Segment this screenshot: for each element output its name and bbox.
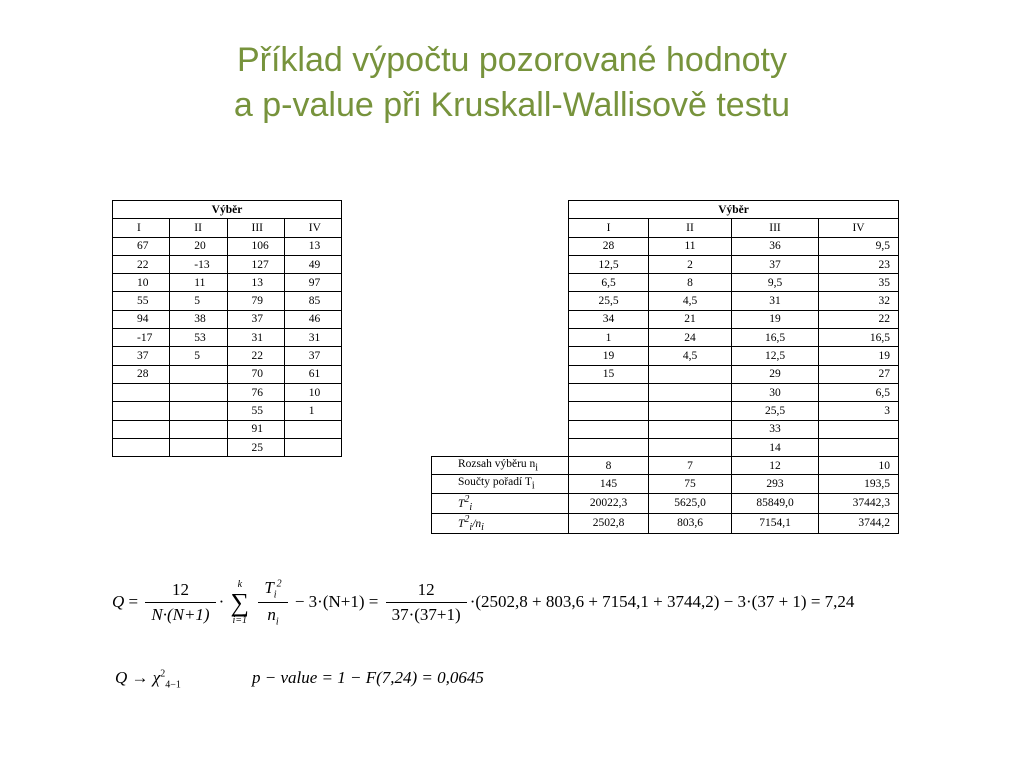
table-cell (569, 420, 649, 438)
summary-cell: 803,6 (649, 513, 732, 533)
table-cell: 12,5 (732, 347, 819, 365)
table-cell: 15 (569, 365, 649, 383)
summary-cell: 75 (649, 475, 732, 493)
table-cell: 10 (284, 383, 341, 401)
table-cell: 106 (227, 237, 284, 255)
table-row (113, 310, 342, 328)
column-header: IV (284, 219, 341, 237)
summary-cell: 293 (732, 475, 819, 493)
summary-label: $T^2_i$ (432, 493, 569, 513)
table-cell: 55 (113, 292, 170, 310)
formula-chi: $Q \to \chi^2_{4-1}$ (115, 668, 181, 691)
table-row (113, 402, 342, 420)
table-cell: 38 (170, 310, 227, 328)
table-cell: 55 (227, 402, 284, 420)
table-row (432, 237, 899, 255)
table-cell (649, 402, 732, 420)
table-cell (649, 383, 732, 401)
table-cell: 25,5 (569, 292, 649, 310)
table-cell: 28 (569, 237, 649, 255)
table-row (432, 329, 899, 347)
table-row (432, 383, 899, 401)
table-row (432, 255, 899, 273)
column-header: I (113, 219, 170, 237)
table-cell (819, 420, 899, 438)
title-line-1: Příklad výpočtu pozorované hodnoty (236, 41, 787, 79)
summary-cell: 12 (732, 457, 819, 475)
table-cell (819, 438, 899, 456)
table-cell: 27 (819, 365, 899, 383)
table-cell (113, 420, 170, 438)
table-row (432, 274, 899, 292)
table-row (432, 310, 899, 328)
table-cell: 19 (569, 347, 649, 365)
table-cell (170, 365, 227, 383)
table-cell: 94 (113, 310, 170, 328)
table-cell: 37 (732, 255, 819, 273)
table-cell: 67 (113, 237, 170, 255)
table-header: Výběr (569, 201, 899, 219)
table-row (113, 292, 342, 310)
table-cell: 12,5 (569, 255, 649, 273)
table-cell: 36 (732, 237, 819, 255)
table-cell (649, 365, 732, 383)
table-row (113, 365, 342, 383)
table-cell (284, 438, 341, 456)
table-row (113, 438, 342, 456)
table-cell: 9,5 (819, 237, 899, 255)
table-cell (113, 438, 170, 456)
table-cell: 91 (227, 420, 284, 438)
table-cell: 30 (732, 383, 819, 401)
table-cell: 31 (284, 329, 341, 347)
table-cell (284, 420, 341, 438)
table-row (432, 438, 899, 456)
table-cell: -17 (113, 329, 170, 347)
table-row (432, 402, 899, 420)
summary-cell: 20022,3 (569, 493, 649, 513)
rank-table (431, 200, 899, 534)
summary-row (432, 513, 899, 533)
formula-q: Q = $\frac{12}{N\cdot(N+1)}$ · k ∑ i=1 $\frac{T_i^2}{n_i}$ − 3·(N+1) = $\frac{12}{37\cdot(37+1)}$ ·(2502,8 + 803,6 + 7154,1 + 3744,2) − 3·(37 + 1) = 7,24 (112, 578, 855, 628)
table-cell (170, 402, 227, 420)
table-cell: 11 (170, 274, 227, 292)
table-cell: 85 (284, 292, 341, 310)
table-cell: 24 (649, 329, 732, 347)
table-cell: 25 (227, 438, 284, 456)
column-header: III (227, 219, 284, 237)
summary-cell: 85849,0 (732, 493, 819, 513)
table-cell: 53 (170, 329, 227, 347)
table-cell: 21 (649, 310, 732, 328)
table-cell: -13 (170, 255, 227, 273)
table-cell: 70 (227, 365, 284, 383)
summary-cell: 10 (819, 457, 899, 475)
table-cell: 19 (732, 310, 819, 328)
table-cell (113, 402, 170, 420)
table-cell: 33 (732, 420, 819, 438)
table-row (432, 347, 899, 365)
table-cell: 22 (819, 310, 899, 328)
summary-cell: 193,5 (819, 475, 899, 493)
summary-label: Součty pořadí $T_i$ (432, 475, 569, 493)
table-cell (649, 438, 732, 456)
column-header: III (732, 219, 819, 237)
fraction-left: $\frac{12}{N\cdot(N+1)}$ (145, 580, 215, 625)
table-cell: 79 (227, 292, 284, 310)
table-cell: 13 (284, 237, 341, 255)
table-row (113, 420, 342, 438)
table-cell: 20 (170, 237, 227, 255)
table-cell (170, 420, 227, 438)
table-row (432, 365, 899, 383)
table-cell: 76 (227, 383, 284, 401)
table-cell: 31 (227, 329, 284, 347)
summary-cell: 7154,1 (732, 513, 819, 533)
summary-label: Rozsah výběru $n_i$ (432, 457, 569, 475)
table-cell: 9,5 (732, 274, 819, 292)
table-cell: 22 (113, 255, 170, 273)
table-row (113, 274, 342, 292)
table-row (113, 255, 342, 273)
column-header: II (170, 219, 227, 237)
title-line-2: a p-value při Kruskall-Wallisově testu (233, 86, 791, 124)
table-cell (569, 402, 649, 420)
summary-row (432, 475, 899, 493)
table-cell (569, 438, 649, 456)
table-cell: 49 (284, 255, 341, 273)
table-cell: 14 (732, 438, 819, 456)
table-cell: 13 (227, 274, 284, 292)
table-cell: 5 (170, 347, 227, 365)
table-row (113, 383, 342, 401)
table-cell (170, 438, 227, 456)
table-cell: 6,5 (569, 274, 649, 292)
table-cell: 46 (284, 310, 341, 328)
table-cell: 6,5 (819, 383, 899, 401)
table-cell (569, 383, 649, 401)
table-cell: 25,5 (732, 402, 819, 420)
table-cell: 10 (113, 274, 170, 292)
summary-cell: 145 (569, 475, 649, 493)
summary-cell: 7 (649, 457, 732, 475)
table-cell: 31 (732, 292, 819, 310)
column-header: IV (819, 219, 899, 237)
table-cell: 1 (569, 329, 649, 347)
table-cell: 127 (227, 255, 284, 273)
table-cell: 4,5 (649, 292, 732, 310)
table-cell: 61 (284, 365, 341, 383)
table-header: Výběr (113, 201, 342, 219)
table-cell: 5 (170, 292, 227, 310)
table-cell: 4,5 (649, 347, 732, 365)
summary-cell: 3744,2 (819, 513, 899, 533)
slide-title (0, 38, 1024, 128)
table-cell: 2 (649, 255, 732, 273)
fraction-ti-ni: $\frac{T_i^2}{n_i}$ (258, 578, 287, 628)
table-row (113, 237, 342, 255)
summary-label: $T^2_i/n_i$ (432, 513, 569, 533)
table-cell: 8 (649, 274, 732, 292)
table-cell: 16,5 (819, 329, 899, 347)
table-cell: 16,5 (732, 329, 819, 347)
table-cell (170, 383, 227, 401)
table-row (432, 292, 899, 310)
summary-cell: 5625,0 (649, 493, 732, 513)
table-cell: 37 (284, 347, 341, 365)
table-cell: 37 (113, 347, 170, 365)
table-cell: 35 (819, 274, 899, 292)
summary-cell: 2502,8 (569, 513, 649, 533)
table-cell: 29 (732, 365, 819, 383)
summary-cell: 37442,3 (819, 493, 899, 513)
table-cell: 23 (819, 255, 899, 273)
table-row (113, 347, 342, 365)
raw-data-table (112, 200, 342, 457)
summary-row (432, 457, 899, 475)
column-header: I (569, 219, 649, 237)
fraction-right: $\frac{12}{37\cdot(37+1)}$ (386, 580, 467, 625)
table-cell: 1 (284, 402, 341, 420)
table-cell (113, 383, 170, 401)
table-cell: 97 (284, 274, 341, 292)
column-header: II (649, 219, 732, 237)
table-row (113, 329, 342, 347)
table-cell: 11 (649, 237, 732, 255)
table-cell (649, 420, 732, 438)
table-cell: 32 (819, 292, 899, 310)
table-row (432, 420, 899, 438)
table-cell: 19 (819, 347, 899, 365)
table-cell: 34 (569, 310, 649, 328)
table-cell: 28 (113, 365, 170, 383)
table-cell: 37 (227, 310, 284, 328)
formula-pvalue: p − value = 1 − F(7,24) = 0,0645 (252, 668, 484, 687)
summary-row (432, 493, 899, 513)
summary-cell: 8 (569, 457, 649, 475)
table-cell: 3 (819, 402, 899, 420)
sum-symbol: k ∑ i=1 (230, 578, 250, 626)
table-cell: 22 (227, 347, 284, 365)
